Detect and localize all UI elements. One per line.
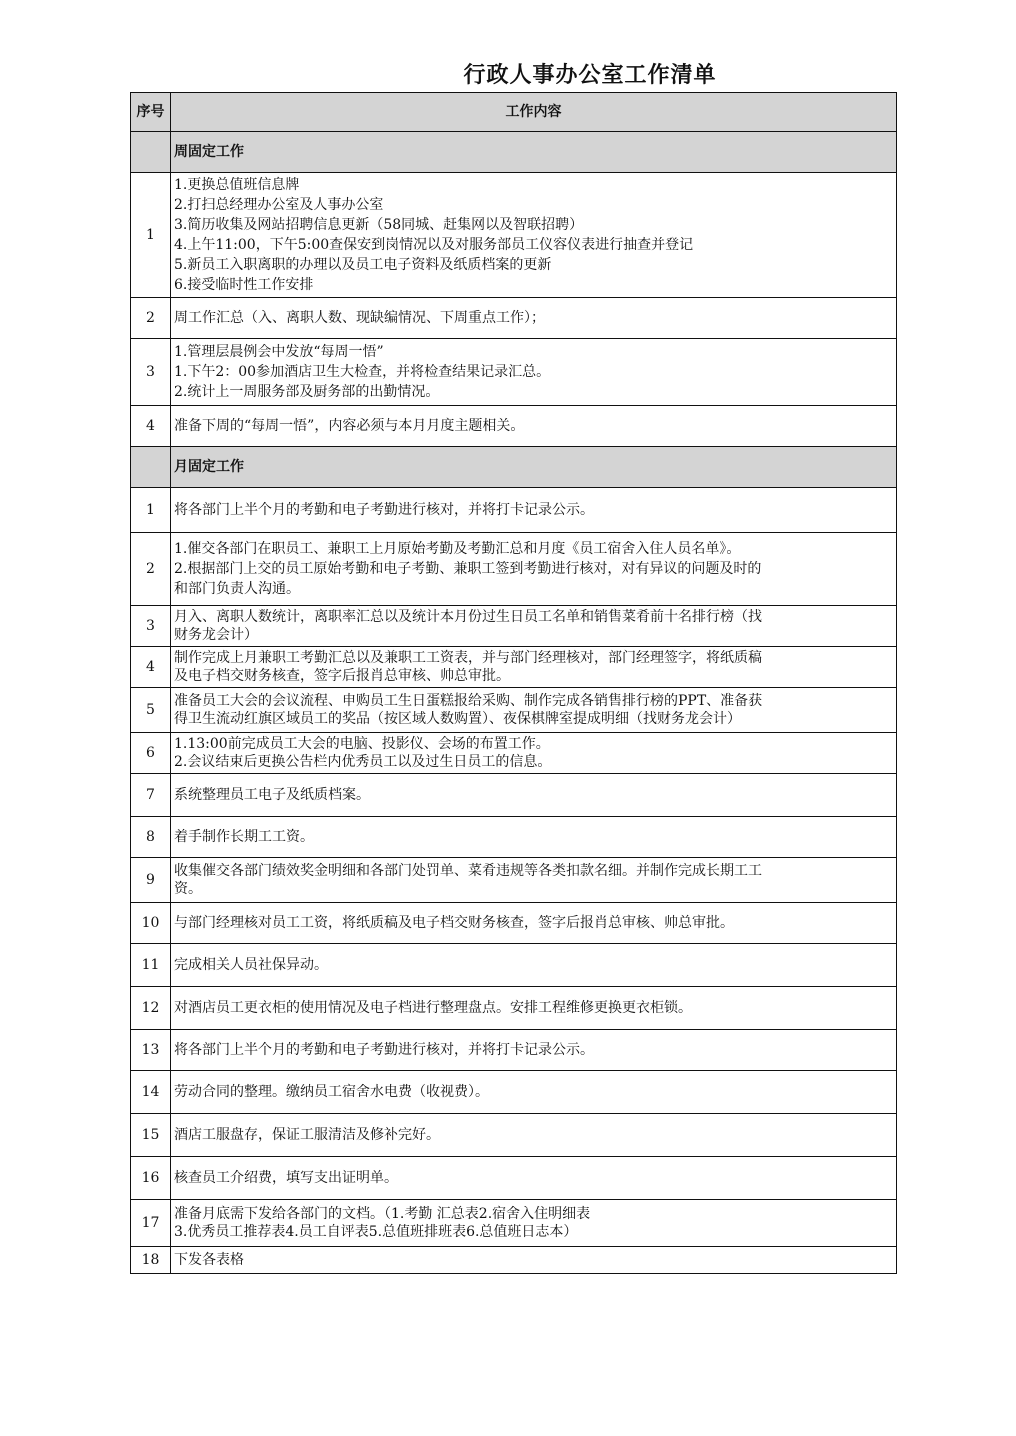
section-label: 周固定工作 xyxy=(171,132,897,173)
row-content xyxy=(171,488,897,533)
weekly-section-row xyxy=(131,132,897,173)
table-header-row xyxy=(131,93,897,132)
row-content xyxy=(171,647,897,688)
table-row xyxy=(131,488,897,533)
section-no-cell xyxy=(131,447,171,488)
table-row xyxy=(131,1114,897,1157)
content-line: 着手制作长期工工资。 xyxy=(174,829,314,845)
content-line: 4.上午11:00，下午5:00查保安到岗情况以及对服务部员工仪容仪表进行抽查并登记 xyxy=(174,237,694,253)
table-row xyxy=(131,1071,897,1114)
row-number: 9 xyxy=(131,858,171,903)
content-line: 1.更换总值班信息牌 xyxy=(174,177,300,193)
table-row xyxy=(131,533,897,606)
content-line: 劳动合同的整理。缴纳员工宿舍水电费（收视费）。 xyxy=(174,1084,489,1100)
content-line: 对酒店员工更衣柜的使用情况及电子档进行整理盘点。安排工程维修更换更衣柜锁。 xyxy=(174,1000,692,1016)
content-line: 和部门负责人沟通。 xyxy=(174,581,300,597)
row-number: 11 xyxy=(131,944,171,987)
row-content xyxy=(171,533,897,606)
row-number: 16 xyxy=(131,1157,171,1200)
row-content xyxy=(171,688,897,733)
content-line: 1.催交各部门在职员工、兼职工上月原始考勤及考勤汇总和月度《员工宿舍入住人员名单》。 xyxy=(174,541,741,557)
content-line: 系统整理员工电子及纸质档案。 xyxy=(174,787,370,803)
row-number: 1 xyxy=(131,488,171,533)
row-content xyxy=(171,339,897,406)
content-line: 月入、离职人数统计，离职率汇总以及统计本月份过生日员工名单和销售菜肴前十名排行榜（找 xyxy=(174,609,762,625)
row-number: 3 xyxy=(131,606,171,647)
row-content xyxy=(171,1071,897,1114)
content-line: 1.下午2：00参加酒店卫生大检查，并将检查结果记录汇总。 xyxy=(174,364,551,380)
content-line: 完成相关人员社保异动。 xyxy=(174,957,328,973)
content-line: 1.管理层晨例会中发放“每周一悟” xyxy=(174,344,384,360)
header-no: 序号 xyxy=(131,93,171,132)
row-number: 2 xyxy=(131,298,171,339)
table-row xyxy=(131,903,897,944)
content-line: 收集催交各部门绩效奖金明细和各部门处罚单、菜肴违规等各类扣款名细。并制作完成长期工工 xyxy=(174,863,762,879)
row-number: 17 xyxy=(131,1200,171,1247)
row-number: 1 xyxy=(131,173,171,298)
row-number: 18 xyxy=(131,1247,171,1274)
content-line: 2.根据部门上交的员工原始考勤和电子考勤、兼职工签到考勤进行核对，对有异议的问题及时的 xyxy=(174,561,762,577)
row-content xyxy=(171,1200,897,1247)
work-list-table xyxy=(130,92,897,1274)
page-title: 行政人事办公室工作清单 xyxy=(463,63,717,88)
table-row xyxy=(131,298,897,339)
row-content xyxy=(171,298,897,339)
row-content xyxy=(171,1030,897,1071)
content-line: 6.接受临时性工作安排 xyxy=(174,277,314,293)
table-row xyxy=(131,987,897,1030)
row-content xyxy=(171,733,897,774)
content-line: 准备员工大会的会议流程、申购员工生日蛋糕报给采购、制作完成各销售排行榜的PPT、准备获 xyxy=(174,693,763,709)
content-line: 及电子档交财务核查，签字后报肖总审核、帅总审批。 xyxy=(174,668,510,684)
table-row xyxy=(131,606,897,647)
content-line: 将各部门上半个月的考勤和电子考勤进行核对，并将打卡记录公示。 xyxy=(174,502,594,518)
row-content xyxy=(171,774,897,817)
row-number: 2 xyxy=(131,533,171,606)
row-number: 8 xyxy=(131,817,171,858)
table-row xyxy=(131,1157,897,1200)
section-label: 月固定工作 xyxy=(171,447,897,488)
table-row xyxy=(131,1030,897,1071)
header-content: 工作内容 xyxy=(171,93,897,132)
row-number: 7 xyxy=(131,774,171,817)
row-number: 4 xyxy=(131,647,171,688)
content-line: 准备月底需下发给各部门的文档。（1.考勤 汇总表2.宿舍入住明细表 xyxy=(174,1206,591,1222)
row-content xyxy=(171,817,897,858)
content-line: 3.简历收集及网站招聘信息更新（58同城、赶集网以及智联招聘） xyxy=(174,217,584,233)
table-row xyxy=(131,774,897,817)
content-line: 周工作汇总（入、离职人数、现缺编情况、下周重点工作）； xyxy=(174,310,545,326)
content-line: 5.新员工入职离职的办理以及员工电子资料及纸质档案的更新 xyxy=(174,257,552,273)
row-number: 5 xyxy=(131,688,171,733)
content-line: 2.打扫总经理办公室及人事办公室 xyxy=(174,197,384,213)
content-line: 2.会议结束后更换公告栏内优秀员工以及过生日员工的信息。 xyxy=(174,754,552,770)
table-row xyxy=(131,647,897,688)
table-row xyxy=(131,1247,897,1274)
content-line: 2.统计上一周服务部及厨务部的出勤情况。 xyxy=(174,384,440,400)
section-no-cell xyxy=(131,132,171,173)
content-line: 与部门经理核对员工工资，将纸质稿及电子档交财务核查，签字后报肖总审核、帅总审批。 xyxy=(174,915,734,931)
table-row xyxy=(131,688,897,733)
row-content xyxy=(171,944,897,987)
content-line: 准备下周的“每周一悟”，内容必须与本月月度主题相关。 xyxy=(174,418,525,434)
content-line: 财务龙会计） xyxy=(174,627,258,643)
content-line: 资。 xyxy=(174,881,202,897)
row-content xyxy=(171,903,897,944)
table-row xyxy=(131,944,897,987)
row-number: 10 xyxy=(131,903,171,944)
row-content xyxy=(171,1247,897,1274)
row-number: 15 xyxy=(131,1114,171,1157)
row-content xyxy=(171,1114,897,1157)
table-row xyxy=(131,817,897,858)
table-row xyxy=(131,858,897,903)
row-number: 12 xyxy=(131,987,171,1030)
table-row xyxy=(131,406,897,447)
row-content xyxy=(171,858,897,903)
row-content xyxy=(171,606,897,647)
content-line: 酒店工服盘存，保证工服清洁及修补完好。 xyxy=(174,1127,440,1143)
content-line: 下发各表格 xyxy=(174,1252,244,1268)
monthly-section-row xyxy=(131,447,897,488)
row-number: 14 xyxy=(131,1071,171,1114)
row-content xyxy=(171,987,897,1030)
content-line: 得卫生流动红旗区域员工的奖品（按区域人数购置）、夜保棋牌室提成明细（找财务龙会计） xyxy=(174,711,741,727)
table-row xyxy=(131,339,897,406)
table-row xyxy=(131,733,897,774)
content-line: 制作完成上月兼职工考勤汇总以及兼职工工资表，并与部门经理核对，部门经理签字，将纸质稿 xyxy=(174,650,762,666)
row-content xyxy=(171,173,897,298)
row-number: 4 xyxy=(131,406,171,447)
content-line: 3.优秀员工推荐表4.员工自评表5.总值班排班表6.总值班日志本） xyxy=(174,1224,578,1240)
row-number: 13 xyxy=(131,1030,171,1071)
row-number: 6 xyxy=(131,733,171,774)
row-content xyxy=(171,1157,897,1200)
content-line: 核查员工介绍费，填写支出证明单。 xyxy=(174,1170,398,1186)
content-line: 1.13:00前完成员工大会的电脑、投影仪、会场的布置工作。 xyxy=(174,736,550,752)
table-row xyxy=(131,1200,897,1247)
row-number: 3 xyxy=(131,339,171,406)
content-line: 将各部门上半个月的考勤和电子考勤进行核对，并将打卡记录公示。 xyxy=(174,1042,594,1058)
table-row xyxy=(131,173,897,298)
row-content xyxy=(171,406,897,447)
